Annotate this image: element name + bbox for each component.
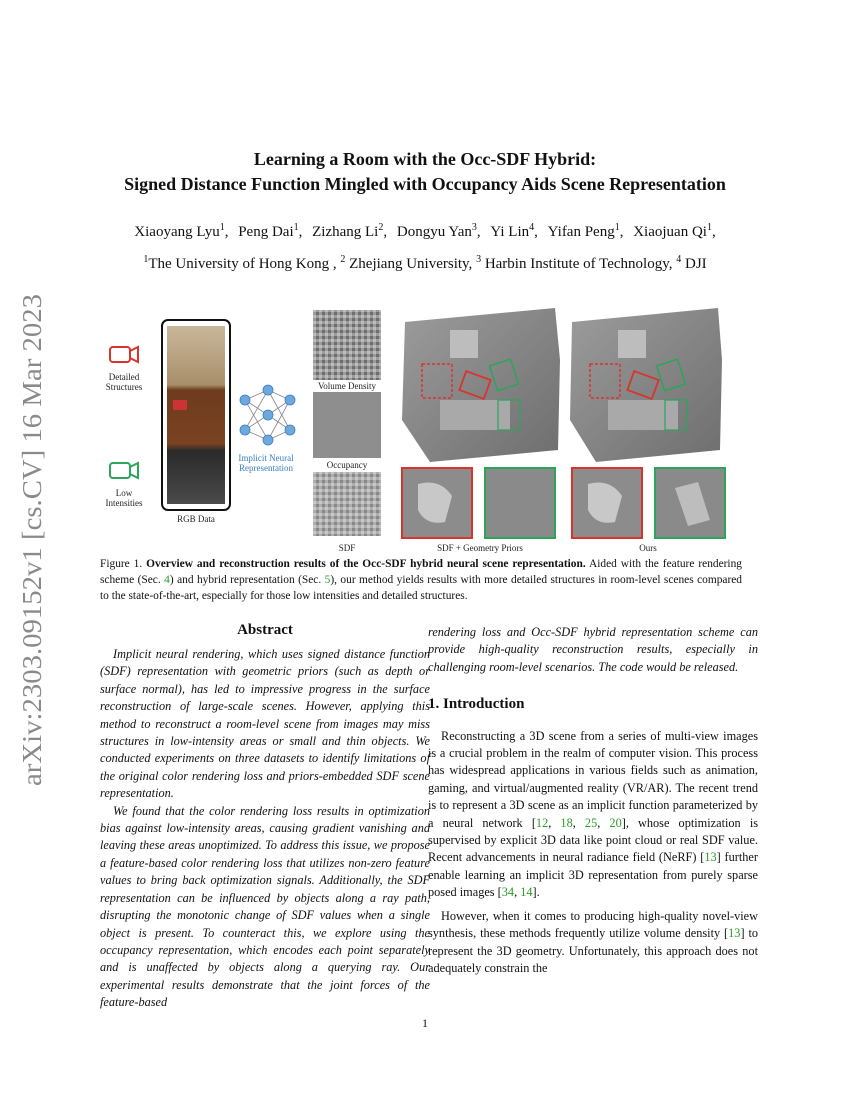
author: Yi Lin$^4$,: [490, 222, 538, 240]
scene-sofa: [440, 400, 510, 430]
label-sdf-geometry: SDF + Geometry Priors: [437, 543, 523, 553]
affiliation: $^1$The University of Hong Kong ,: [143, 254, 337, 272]
author: Xiaoyang Lyu$^1$,: [134, 222, 229, 240]
crop-sdf-green: [485, 468, 555, 538]
ref-link[interactable]: 18: [560, 815, 573, 830]
ref-link[interactable]: 5: [324, 574, 331, 586]
label-structures: Structures: [105, 382, 143, 392]
ref-link[interactable]: 14: [520, 885, 533, 900]
ref-link[interactable]: 13: [728, 926, 741, 941]
affiliation: $^2$ Zhejiang University,: [340, 254, 473, 272]
affiliation: $^3$ Harbin Institute of Technology,: [476, 254, 673, 272]
ref-link[interactable]: 34: [501, 885, 515, 900]
intro-paragraph: Reconstructing a 3D scene from a series of multi-view images is a crucial problem in the realm of computer vision. This process has widespread applications in various fields such as animation, gaming, and virtual/augmented reality (VR/AR). The recent trend is to represent a 3D scene as an implicit function parameterized by a neural network [12, 18, 25, 20], whose optimization is supervised by explicit 3D data like point cloud or real SDF value. Recent advancements in neural radiance field (NeRF) [13] further enable learning an implicit 3D representation from purely sparse posed images [34, 14].: [428, 728, 759, 900]
sdf-render: [313, 472, 381, 536]
ref-link[interactable]: 12: [535, 815, 549, 830]
label-low: Low: [115, 488, 133, 498]
label-implicit: Implicit Neural: [238, 453, 294, 463]
ref-link[interactable]: 20: [609, 815, 622, 830]
author: Yifan Peng$^1$,: [547, 222, 624, 240]
arxiv-id: arXiv:2303.09152v1 [cs.CV] 16 Mar 2023: [17, 324, 47, 786]
abstract-paragraph: We found that the color rendering loss results in optimization bias against low-intensity areas, causing gradient vanishing and leaving these areas unoptimized. To address this issue, we propose a feature-based color rendering loss that utilizes non-zero feature values to bring back optimization signals. Additionally, the SDF representation can be influenced by objects along a ray path, disrupting the monotonic change of SDF values when a single object is present. To counteract this, we explore using the occupancy representation, which encodes each point separately and is unaffected by objects along a querying ray. Our experimental results demonstrate that the joint forces of the feature-based: [100, 803, 430, 1010]
paper-title: [0, 147, 850, 197]
section-heading-introduction: 1. Introduction: [428, 696, 525, 713]
author: Zizhang Li$^2$,: [312, 222, 388, 240]
scene-sofa: [608, 400, 678, 430]
author: Dongyu Yan$^3$,: [396, 222, 481, 240]
camera-icon-red: [110, 347, 138, 362]
label-detailed: Detailed: [108, 372, 140, 382]
occupancy-render: [313, 392, 381, 458]
label-rgb-data: RGB Data: [177, 514, 215, 524]
abstract-heading: Abstract: [237, 622, 293, 638]
left-column: [100, 646, 430, 1012]
right-column: [428, 624, 758, 977]
figure-caption: Figure 1. Overview and reconstruction results of the Occ-SDF hybrid neural scene representation. Aided with the feature rendering scheme (Sec. 4) and hybrid representation (Sec. 5), our method yields results with more detailed structures in room-level scenes compared to the state-of-the-art, especially for those low intensities and detailed structures.: [100, 558, 742, 602]
author: Peng Dai$^1$,: [238, 222, 303, 240]
label-ours: Ours: [639, 543, 657, 553]
label-intensities: Intensities: [105, 498, 143, 508]
arxiv-stamp: [5, 290, 49, 790]
affiliation-list: [0, 256, 850, 273]
volume-density-render: [313, 310, 381, 380]
scene-chair: [450, 330, 478, 358]
photo-pillow: [173, 400, 187, 410]
label-representation: Representation: [239, 463, 293, 473]
figure-1: [100, 300, 740, 560]
title-line-2: Signed Distance Function Mingled with Occupancy Aids Scene Representation: [124, 174, 726, 194]
rgb-photos: [167, 326, 225, 504]
camera-icon-green: [110, 463, 138, 478]
label-sdf: SDF: [338, 543, 356, 553]
label-occupancy: Occupancy: [326, 460, 368, 470]
author: Xiaojuan Qi$^1$,: [633, 222, 716, 240]
label-volume-density: Volume Density: [317, 381, 377, 391]
title-line-1: Learning a Room with the Occ-SDF Hybrid:: [253, 149, 597, 169]
ref-link[interactable]: 25: [584, 815, 598, 830]
affiliation: $^4$ DJI: [676, 254, 707, 272]
ref-link[interactable]: 13: [704, 850, 717, 865]
neural-network-icon: [240, 385, 295, 445]
abstract-paragraph: Implicit neural rendering, which uses signed distance function (SDF) representation with geometric priors (such as depth or surface normal), has led to impressive progress in the surface reconstruction of large-scale scenes. However, applying this method to reconstruct a room-level scene from images may miss structures in low-intensity areas or small and thin objects. We conducted experiments on three datasets to identify limitations of the original color rendering loss and priors-embedded SDF scene representation.: [100, 647, 430, 801]
scene-chair: [618, 330, 646, 358]
ref-link[interactable]: 4: [164, 574, 170, 586]
author-list: [0, 224, 850, 241]
sdf-geo-scene: [402, 308, 560, 462]
abstract-paragraph: rendering loss and Occ-SDF hybrid representation scheme can provide high-quality reconstruction results, especially in challenging room-level scenarios. The code would be released.: [428, 625, 758, 674]
page-number: 1: [422, 1016, 428, 1030]
intro-paragraph: However, when it comes to producing high-quality novel-view synthesis, these methods frequently utilize volume density [13] to represent the 3D geometry. Unfortunately, this approach does not adequately constrain the: [428, 908, 759, 975]
